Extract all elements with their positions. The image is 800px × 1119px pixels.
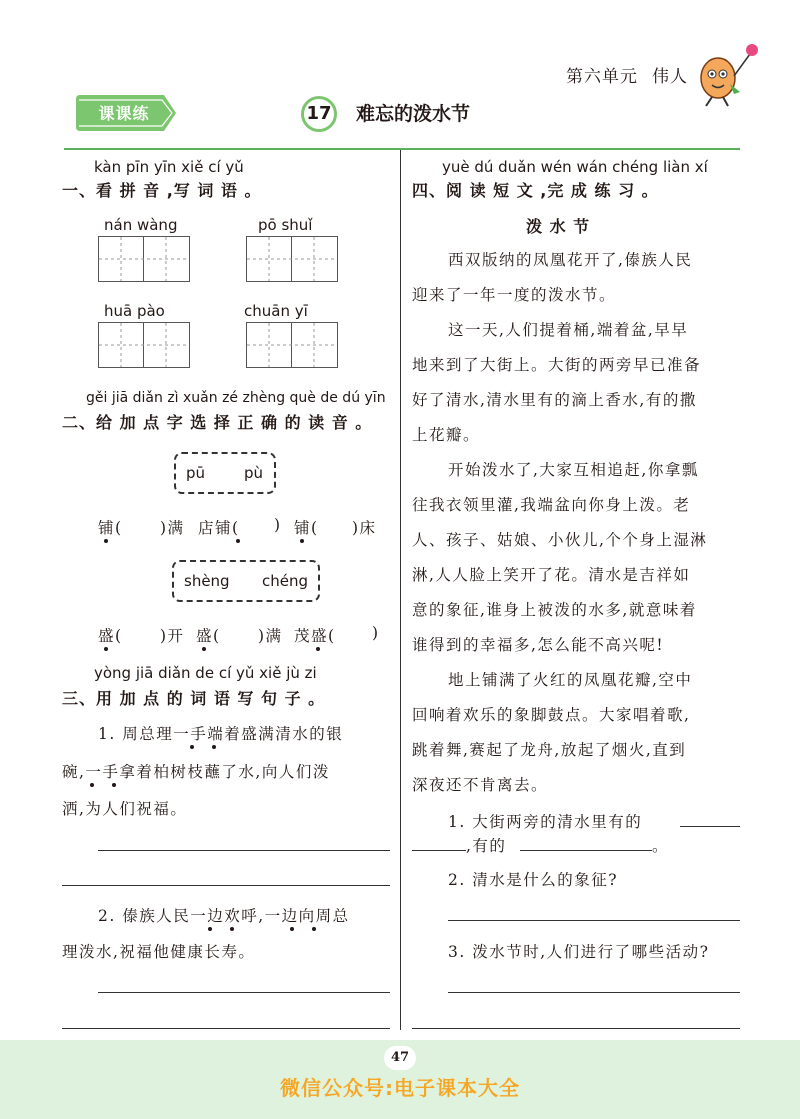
lesson-number: 17 (301, 96, 337, 132)
question-3: 3. 泼水节时,人们进行了哪些活动? (448, 943, 710, 961)
answer-line[interactable] (98, 850, 390, 851)
s1-item-pinyin: chuān yī (244, 302, 308, 320)
question-2: 2. 清水是什么的象征? (448, 871, 619, 889)
pinyin-option: chéng (262, 572, 309, 590)
s2-word: 盛( (98, 627, 123, 645)
emphasis-dot (212, 745, 216, 749)
pinyin-option: pū (186, 464, 206, 482)
answer-line[interactable] (680, 826, 740, 827)
emphasis-dot (202, 647, 206, 651)
passage-line: 淋,人人脸上笑开了花。清水是吉祥如 (412, 566, 691, 584)
s2-word: ) (274, 516, 282, 534)
passage-line: 开始泼水了,大家互相追赶,你拿瓢 (448, 461, 699, 479)
emphasis-dot (90, 783, 94, 787)
question-1-end: 。 (652, 837, 670, 855)
passage-line: 跳着舞,赛起了龙舟,放起了烟火,直到 (412, 741, 687, 759)
grid-guides (99, 237, 189, 281)
passage-line: 回响着欢乐的象脚鼓点。大家唱着歌, (412, 706, 691, 724)
s2-heading: 二、给 加 点 字 选 择 正 确 的 读 音 。 (62, 413, 373, 432)
emphasis-dot (208, 927, 212, 931)
page-number: 47 (384, 1046, 416, 1070)
footer-watermark: 微信公众号:电子课本大全 (280, 1076, 520, 1100)
writing-grid[interactable] (246, 236, 338, 282)
s3-sentence-line: 1. 周总理一手端着盛满清水的银 (98, 725, 344, 743)
answer-line[interactable] (448, 992, 740, 993)
mascot-illustration (690, 40, 760, 110)
passage-line: 好了清水,清水里有的滴上香水,有的撒 (412, 391, 697, 409)
answer-line[interactable] (448, 920, 740, 921)
writing-grid[interactable] (98, 236, 190, 282)
grid-guides (99, 323, 189, 367)
s3-sentence-line: 碗,一手拿着柏树枝蘸了水,向人们泼 (62, 763, 330, 781)
s3-heading: 三、用 加 点 的 词 语 写 句 子 。 (62, 689, 326, 708)
passage-line: 西双版纳的凤凰花开了,傣族人民 (448, 251, 693, 269)
s4-pinyin: yuè dú duǎn wén wán chéng liàn xí (442, 158, 708, 176)
s2-word: )床 (352, 519, 377, 537)
pinyin-option: pù (244, 464, 264, 482)
passage-line: 深夜还不肯离去。 (412, 776, 549, 794)
unit-label: 第六单元 伟人 (566, 67, 688, 87)
s1-item-pinyin: nán wàng (104, 216, 178, 234)
s3-sentence-line: 理泼水,祝福他健康长寿。 (62, 943, 256, 961)
passage-line: 人、孩子、姑娘、小伙儿,个个身上湿淋 (412, 531, 708, 549)
writing-grid[interactable] (98, 322, 190, 368)
question-1: 1. 大街两旁的清水里有的 (448, 813, 643, 831)
emphasis-dot (112, 783, 116, 787)
grid-guides (247, 323, 337, 367)
answer-line[interactable] (520, 850, 652, 851)
s3-sentence-line: 洒,为人们祝福。 (62, 800, 188, 818)
passage-line: 往我衣领里灌,我端盆向你身上泼。老 (412, 496, 691, 514)
writing-grid[interactable] (246, 322, 338, 368)
theme-label: 伟人 (652, 67, 688, 87)
s2-word: )满 (160, 519, 185, 537)
answer-line[interactable] (62, 1028, 390, 1029)
s1-item-pinyin: pō shuǐ (258, 216, 313, 234)
s2-pinyin: gěi jiā diǎn zì xuǎn zé zhèng què de dú yīn (86, 390, 386, 406)
emphasis-dot (104, 539, 108, 543)
s2-word: 铺( (294, 519, 319, 537)
lesson-title: 难忘的泼水节 (356, 103, 471, 125)
answer-line[interactable] (412, 850, 466, 851)
s1-item-pinyin: huā pào (104, 302, 165, 320)
emphasis-dot (104, 647, 108, 651)
passage-line: 上花瓣。 (412, 426, 481, 444)
passage-line: 地上铺满了火红的凤凰花瓣,空中 (448, 671, 693, 689)
grid-guides (247, 237, 337, 281)
emphasis-dot (230, 927, 234, 931)
passage-line: 这一天,人们提着桶,端着盆,早早 (448, 321, 689, 339)
s2-word: 盛( (196, 627, 221, 645)
s2-word: )满 (258, 627, 283, 645)
s2-word: 茂盛( (294, 627, 336, 645)
emphasis-dot (190, 745, 194, 749)
passage-line: 谁得到的幸福多,怎么能不高兴呢! (412, 636, 665, 654)
answer-line[interactable] (62, 885, 390, 886)
emphasis-dot (312, 927, 316, 931)
passage-line: 地来到了大街上。大街的两旁早已准备 (412, 356, 702, 374)
s3-pinyin: yòng jiā diǎn de cí yǔ xiě jù zi (94, 664, 317, 682)
column-divider (400, 150, 401, 1030)
s2-word: 店铺( (198, 519, 240, 537)
question-1-part: ,有的 (466, 837, 507, 855)
s4-heading: 四、阅 读 短 文 ,完 成 练 习 。 (412, 181, 659, 200)
passage-line: 迎来了一年一度的泼水节。 (412, 286, 617, 304)
emphasis-dot (290, 927, 294, 931)
answer-line[interactable] (98, 992, 390, 993)
s1-heading: 一、看 拼 音 ,写 词 语 。 (62, 181, 262, 200)
badge-label: 课课练 (98, 104, 150, 123)
pinyin-option: shèng (184, 572, 230, 590)
s2-word: 铺( (98, 519, 123, 537)
header-divider (64, 148, 740, 150)
passage-title: 泼 水 节 (526, 217, 591, 236)
s2-word: )开 (160, 627, 185, 645)
emphasis-dot (300, 539, 304, 543)
passage-line: 意的象征,谁身上被泼的水多,就意味着 (412, 601, 697, 619)
answer-line[interactable] (412, 1028, 740, 1029)
s2-word: ) (372, 624, 380, 642)
s3-sentence-line: 2. 傣族人民一边欢呼,一边向周总 (98, 907, 350, 925)
emphasis-dot (236, 539, 240, 543)
emphasis-dot (316, 647, 320, 651)
s1-pinyin: kàn pīn yīn xiě cí yǔ (94, 158, 244, 176)
